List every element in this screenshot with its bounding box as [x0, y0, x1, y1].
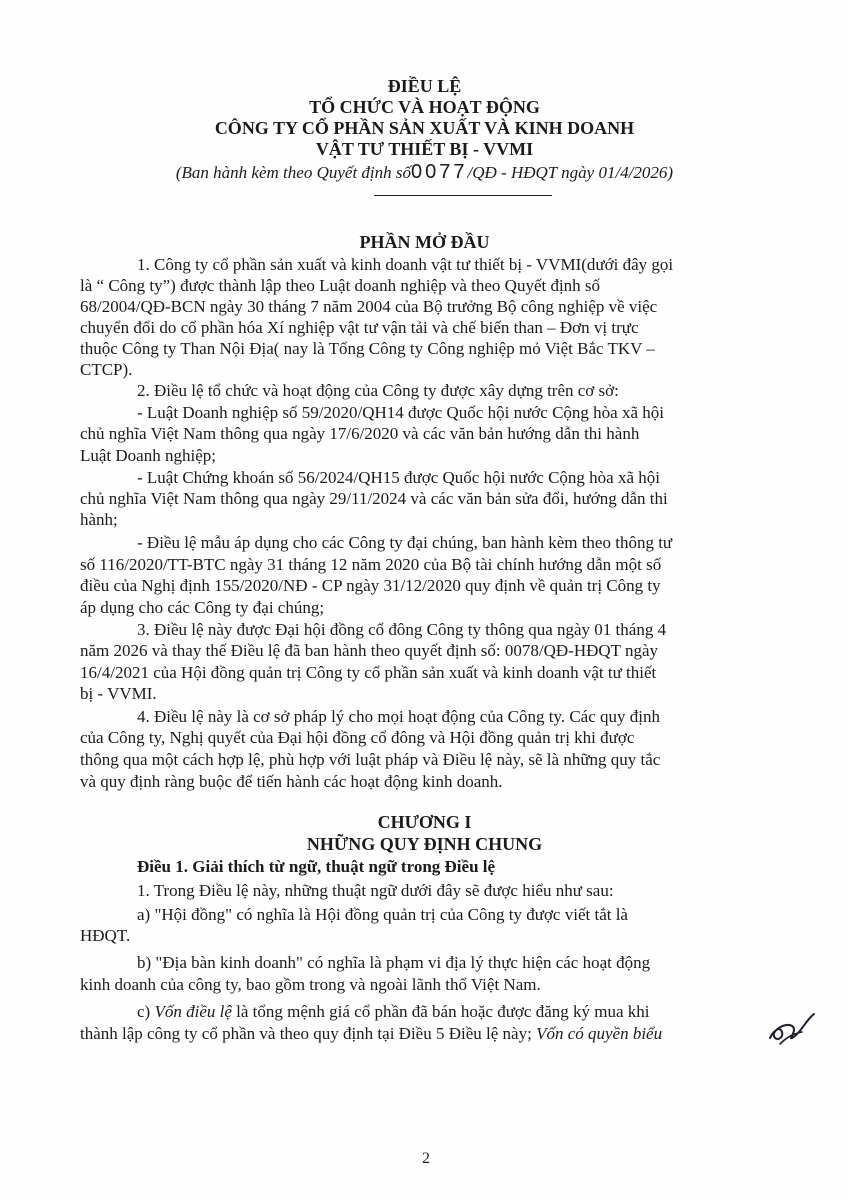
- preamble-line: chuyển đổi do cổ phần hóa Xí nghiệp vật tư vận tải và chế biến than – Đơn vị trực: [80, 318, 639, 337]
- preamble-line: 16/4/2021 của Hội đồng quản trị Công ty cổ phần sản xuất và kinh doanh vật tư thiết: [80, 663, 657, 682]
- preamble-line: chủ nghĩa Việt Nam thông qua ngày 17/6/2020 và các văn bản hướng dẫn thi hành: [80, 424, 640, 443]
- company-name: CÔNG TY CỔ PHẦN SẢN XUẤT VÀ KINH DOANH: [214, 118, 635, 138]
- preamble-line: và quy định ràng buộc để tiến hành các hoạt động kinh doanh.: [80, 772, 503, 791]
- charter-title: ĐIỀU LỆ: [387, 76, 462, 96]
- preamble-line: CTCP).: [80, 360, 133, 379]
- decree-reference: [0, 161, 849, 184]
- preamble-line: điều của Nghị định 155/2020/NĐ - CP ngày 31/12/2020 quy định về quản trị Công ty: [80, 576, 661, 595]
- decree-prefix: (Ban hành kèm theo Quyết định số: [175, 163, 412, 182]
- preamble-line: 68/2004/QĐ-BCN ngày 30 tháng 7 năm 2004 của Bộ trưởng Bộ công nghiệp về việc: [80, 297, 658, 316]
- article-line-last: [80, 1024, 662, 1044]
- item-c-prefix: c): [137, 1002, 155, 1021]
- preamble-line: của Công ty, Nghị quyết của Đại hội đồng cổ đông và Hội đồng quản trị khi được: [80, 728, 635, 747]
- preamble-line: - Điều lệ mẫu áp dụng cho các Công ty đại chúng, ban hành kèm theo thông tư: [137, 533, 673, 552]
- last-line-italic: Vốn có quyền biểu: [536, 1024, 663, 1043]
- article-line: b) "Địa bàn kinh doanh" có nghĩa là phạm vi địa lý thực hiện các hoạt động: [137, 953, 651, 972]
- preamble-line: - Luật Doanh nghiệp số 59/2020/QH14 được Quốc hội nước Cộng hòa xã hội: [137, 403, 664, 422]
- preamble-line: - Luật Chứng khoán số 56/2024/QH15 được Quốc hội nước Cộng hòa xã hội: [137, 468, 660, 487]
- decree-suffix: /QĐ - HĐQT ngày 01/4/2026): [467, 163, 674, 182]
- chapter-number: CHƯƠNG I: [377, 812, 472, 832]
- title-underline: [374, 195, 552, 196]
- decree-number: 0077: [411, 161, 468, 183]
- article-line: HĐQT.: [80, 926, 131, 945]
- company-name-cont: VẬT TƯ THIẾT BỊ - VVMI: [315, 139, 534, 159]
- last-line-text: thành lập công ty cổ phần và theo quy định tại Điều 5 Điều lệ này;: [80, 1024, 537, 1043]
- preamble-heading: PHẦN MỞ ĐẦU: [359, 232, 490, 252]
- preamble-line: Luật Doanh nghiệp;: [80, 446, 216, 465]
- preamble-line: thuộc Công ty Than Nội Địa( nay là Tổng Công ty Công nghiệp mỏ Việt Bắc TKV –: [80, 339, 655, 358]
- preamble-line: là “ Công ty”) được thành lập theo Luật doanh nghiệp và theo Quyết định số: [80, 276, 601, 295]
- preamble-line: bị - VVMI.: [80, 684, 157, 703]
- initials-signature: [762, 1008, 822, 1050]
- item-c-term: Vốn điều lệ: [154, 1002, 232, 1021]
- article-line-c: [137, 1002, 649, 1022]
- preamble-line: 3. Điều lệ này được Đại hội đồng cổ đông Công ty thông qua ngày 01 tháng 4: [137, 620, 667, 639]
- item-c-text: là tổng mệnh giá cổ phần đã bán hoặc được đăng ký mua khi: [231, 1002, 650, 1021]
- charter-subtitle: TỔ CHỨC VÀ HOẠT ĐỘNG: [309, 97, 540, 117]
- article-1-title: Điều 1. Giải thích từ ngữ, thuật ngữ trong Điều lệ: [137, 857, 496, 876]
- preamble-line: thông qua một cách hợp lệ, phù hợp với luật pháp và Điều lệ này, sẽ là những quy tắc: [80, 750, 661, 769]
- preamble-line: 4. Điều lệ này là cơ sở pháp lý cho mọi hoạt động của Công ty. Các quy định: [137, 707, 660, 726]
- page-number: 2: [422, 1150, 430, 1167]
- preamble-line: áp dụng cho các Công ty đại chúng;: [80, 598, 325, 617]
- preamble-line: hành;: [80, 510, 118, 529]
- chapter-title: NHỮNG QUY ĐỊNH CHUNG: [306, 834, 543, 854]
- article-line: a) "Hội đồng" có nghĩa là Hội đồng quản trị của Công ty được viết tắt là: [137, 905, 628, 924]
- article-line: kinh doanh của công ty, bao gồm trong và ngoài lãnh thổ Việt Nam.: [80, 975, 541, 994]
- preamble-line: 2. Điều lệ tổ chức và hoạt động của Công ty được xây dựng trên cơ sở:: [137, 381, 619, 400]
- article-line: 1. Trong Điều lệ này, những thuật ngữ dưới đây sẽ được hiểu như sau:: [137, 881, 614, 900]
- preamble-line: chủ nghĩa Việt Nam thông qua ngày 29/11/2024 và các văn bản sửa đổi, hướng dẫn thi: [80, 489, 668, 508]
- preamble-line: số 116/2020/TT-BTC ngày 31 tháng 12 năm 2020 của Bộ tài chính hướng dẫn một số: [80, 555, 662, 574]
- preamble-line: năm 2026 và thay thế Điều lệ đã ban hành theo quyết định số: 0078/QĐ-HĐQT ngày: [80, 641, 659, 660]
- preamble-line: 1. Công ty cổ phần sản xuất và kinh doanh vật tư thiết bị - VVMI(dưới đây gọi: [137, 255, 674, 274]
